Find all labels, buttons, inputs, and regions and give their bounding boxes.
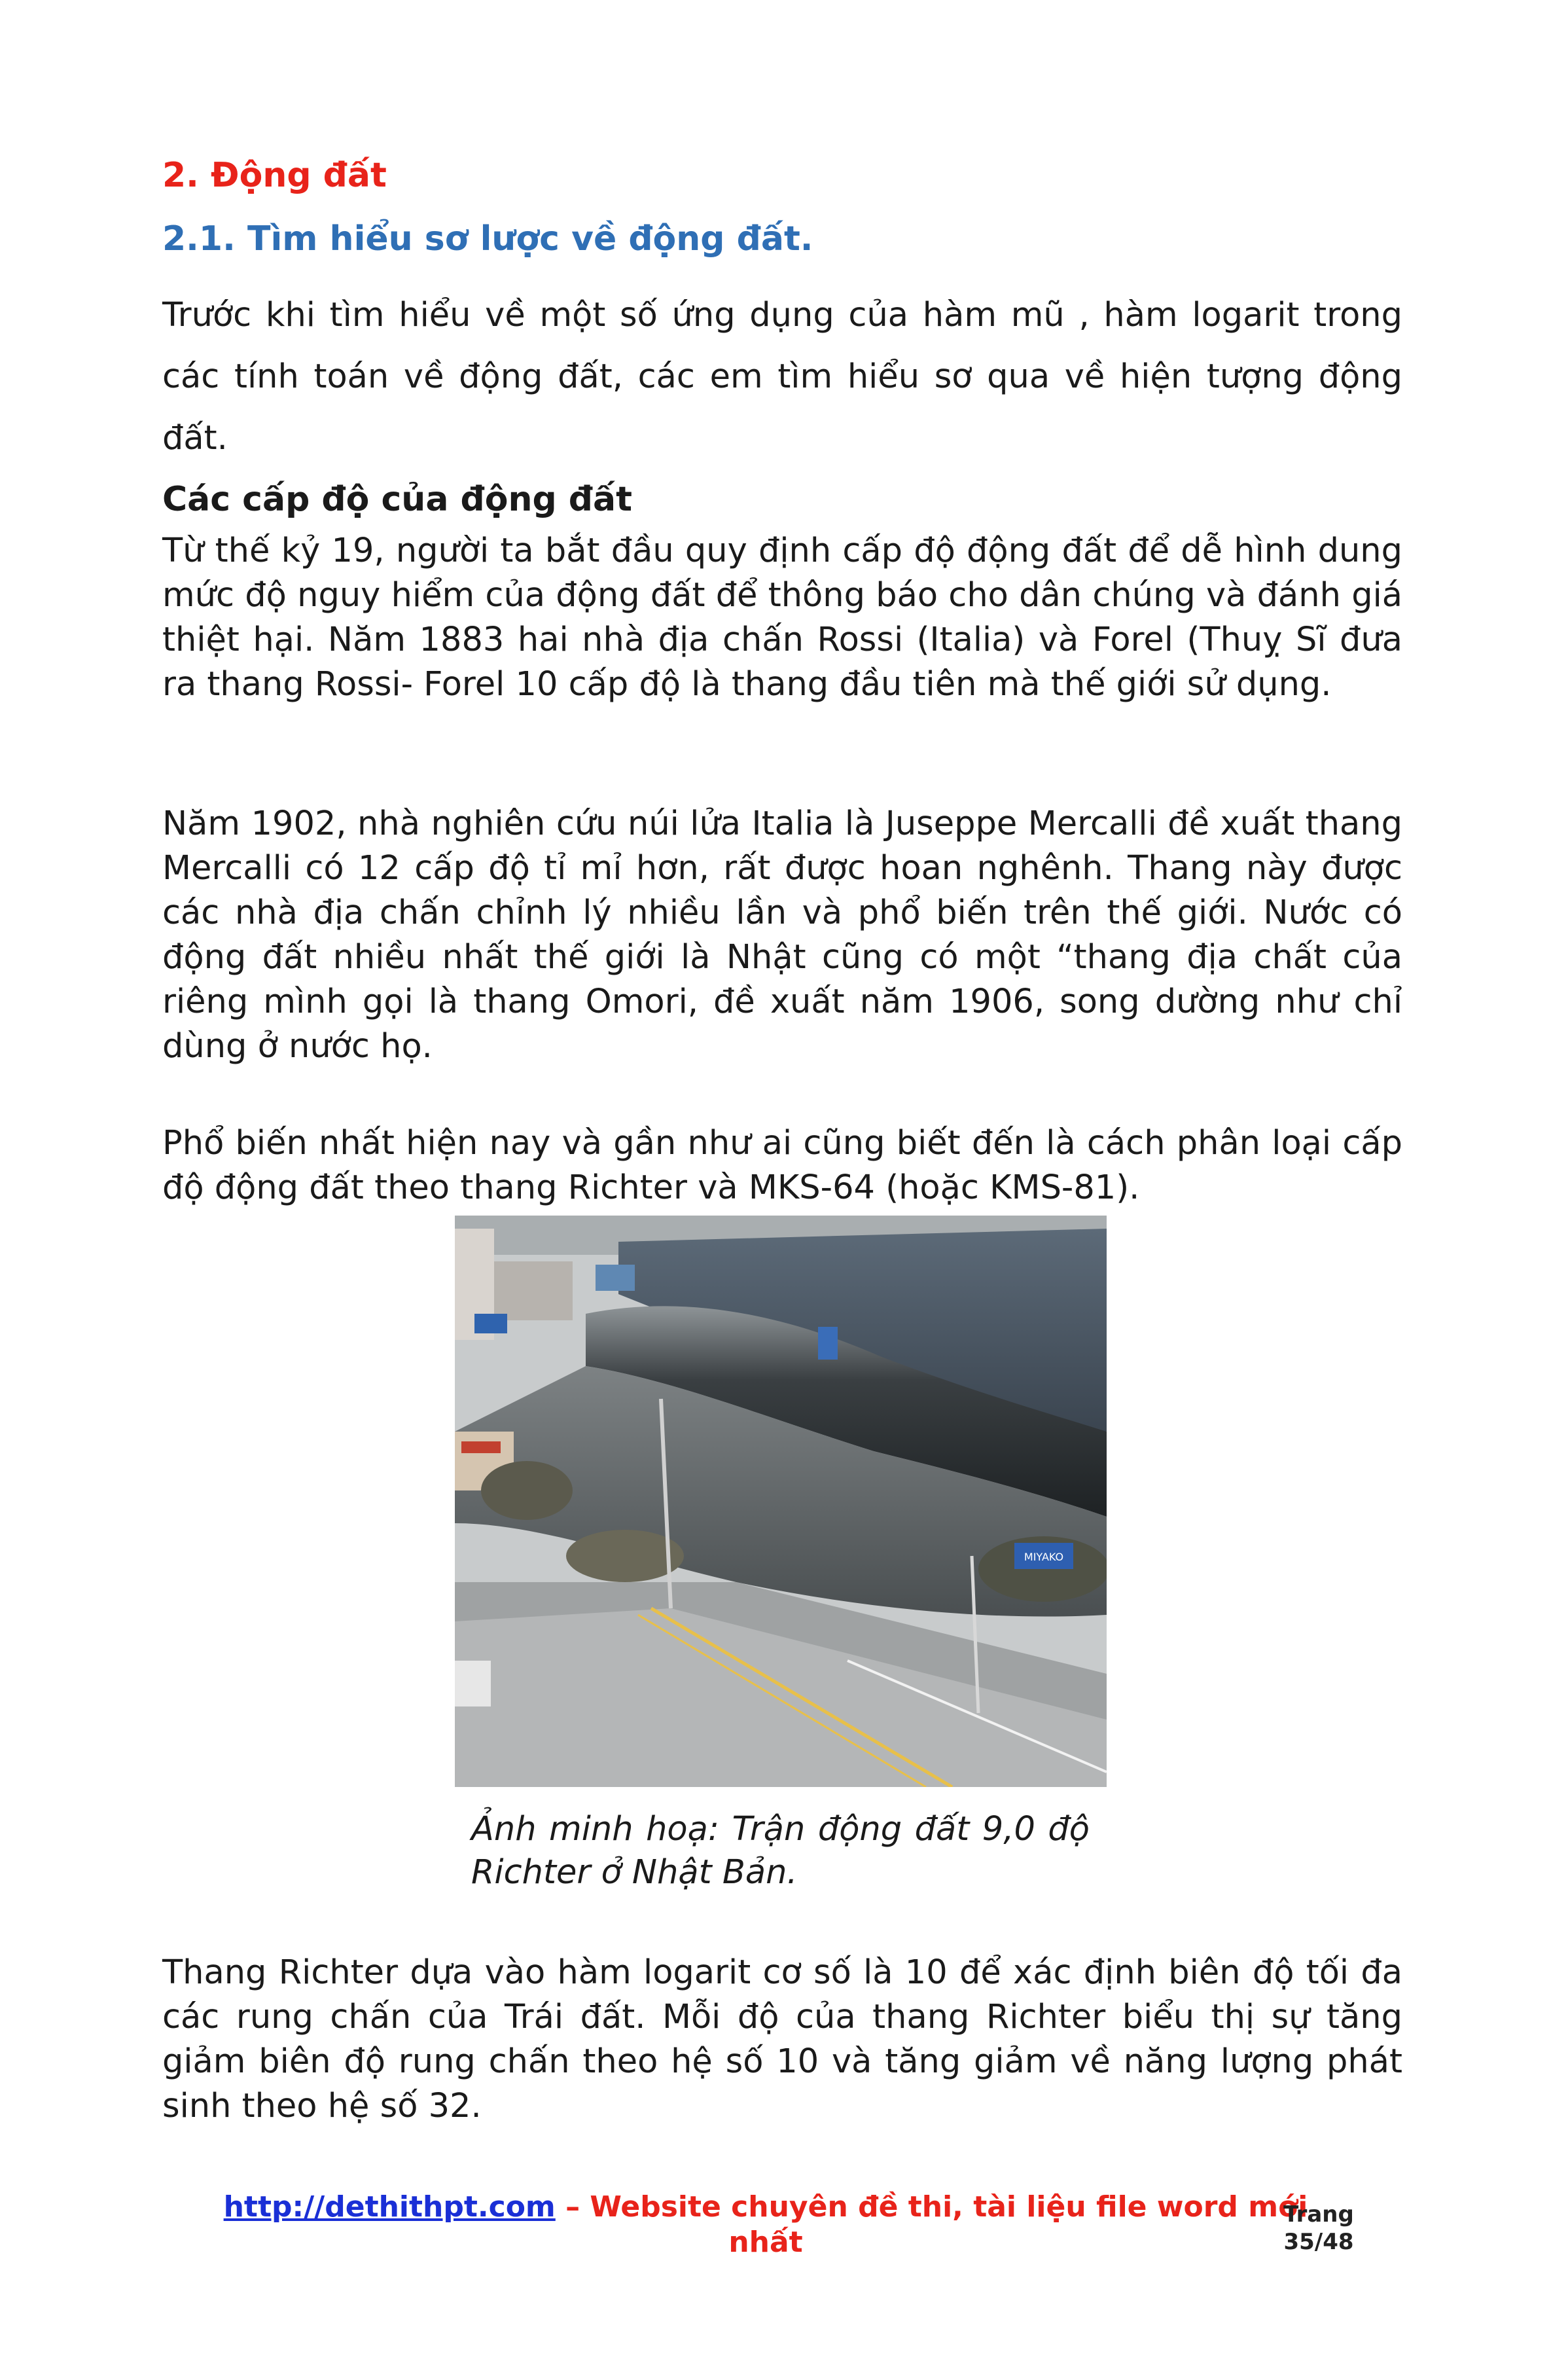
footer-banner (193, 2190, 1338, 2260)
footer-tagline: – Website chuyên đề thi, tài liệu file word mới nhất (555, 2190, 1308, 2259)
levels-heading: Các cấp độ của động đất (162, 480, 632, 519)
tsunami-photo (455, 1216, 1107, 1787)
image-caption: Ảnh minh hoạ: Trận động đất 9,0 độ Richter ở Nhật Bản. (471, 1810, 1090, 1892)
page-label: Trang (1283, 2201, 1354, 2228)
paragraph-mercalli: Năm 1902, nhà nghiên cứu núi lửa Italia là Juseppe Mercalli đề xuất thang Mercalli có 12 cấp độ tỉ mỉ hơn, rất được hoan nghênh. Thang này được các nhà địa chấn chỉnh lý nhiều lần và phổ biến trên thế giới. Nước có động đất nhiều nhất thế giới là Nhật cũng có một “thang địa chất của riêng mình gọi là thang Omori, đề xuất năm 1906, song dường như chỉ dùng ở nước họ. (162, 804, 1402, 1066)
paragraph-richter-logarithm: Thang Richter dựa vào hàm logarit cơ số là 10 để xác định biên độ tối đa các rung chấn của Trái đất. Mỗi độ của thang Richter biểu thị sự tăng giảm biên độ rung chấn theo hệ số 10 và tăng giảm về năng lượng phát sinh theo hệ số 32. (162, 1953, 1402, 2125)
page-count: 35/48 (1283, 2229, 1354, 2255)
paragraph-rossi-forel: Từ thế kỷ 19, người ta bắt đầu quy định cấp độ động đất để dễ hình dung mức độ nguy hiểm của động đất để thông báo cho dân chúng và đánh giá thiệt hại. Năm 1883 hai nhà địa chấn Rossi (Italia) và Forel (Thuỵ Sĩ đưa ra thang Rossi- Forel 10 cấp độ là thang đầu tiên mà thế giới sử dụng. (162, 532, 1402, 704)
intro-paragraph: Trước khi tìm hiểu về một số ứng dụng của hàm mũ , hàm logarit trong các tính toán về động đất, các em tìm hiểu sơ qua về hiện tượng động đất. (162, 296, 1402, 458)
section-heading: 2. Động đất (162, 156, 387, 195)
paragraph-richter-intro: Phổ biến nhất hiện nay và gần như ai cũng biết đến là cách phân loại cấp độ động đất theo thang Richter và MKS-64 (hoặc KMS-81). (162, 1124, 1402, 1207)
subsection-heading: 2.1. Tìm hiểu sơ lược về động đất. (162, 219, 813, 259)
footer-link[interactable]: http://dethithpt.com (223, 2190, 556, 2224)
svg-text:MIYAKO: MIYAKO (1024, 1551, 1064, 1563)
page-number (1276, 2201, 1361, 2256)
